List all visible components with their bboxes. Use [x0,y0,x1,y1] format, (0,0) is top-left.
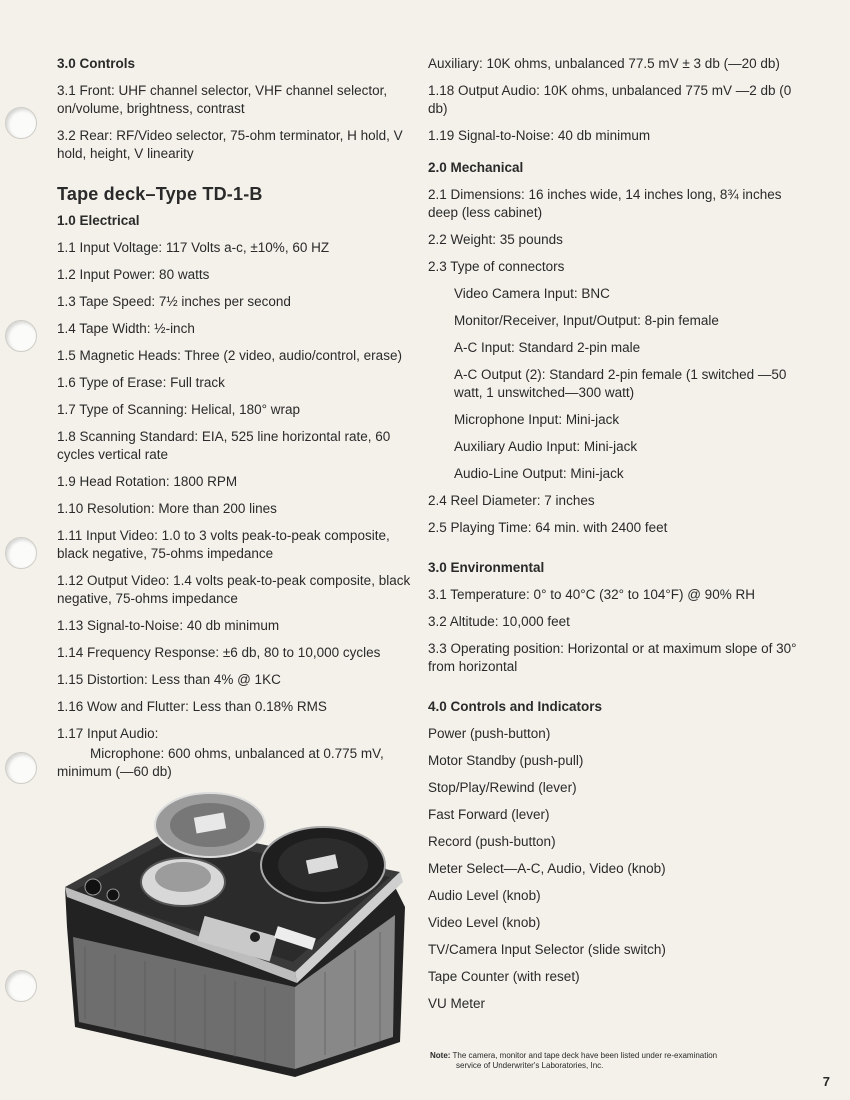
indicator-item: Stop/Play/Rewind (lever) [428,780,577,795]
indicator-item: Video Level (knob) [428,915,541,930]
spec-item: 1.3 Tape Speed: 7½ inches per second [57,294,291,309]
spec-item: 1.19 Signal-to-Noise: 40 db minimum [428,128,651,143]
spec-subitem: Auxiliary: 10K ohms, unbalanced 77.5 mV ± 3 db (—20 db) [428,56,780,71]
connector-item: Microphone Input: Mini-jack [454,412,620,427]
spec-item: 1.17 Input Audio: [57,726,159,741]
section-title: Tape deck–Type TD-1-B [57,184,263,204]
controls-indicators-heading: 4.0 Controls and Indicators [428,699,603,714]
page-number: 7 [822,1074,830,1089]
indicator-item: Audio Level (knob) [428,888,541,903]
indicator-item: Meter Select—A-C, Audio, Video (knob) [428,861,666,876]
spec-item: 3.2 Rear: RF/Video selector, 75-ohm terminator, H hold, V hold, height, V linearity [57,128,403,161]
binder-hole [5,970,37,1002]
spec-item: 3.1 Temperature: 0° to 40°C (32° to 104°F) @ 90% RH [428,587,755,602]
indicator-item: Power (push-button) [428,726,551,741]
spec-item: 2.1 Dimensions: 16 inches wide, 14 inches long, 8¾ inches deep (less cabinet) [428,187,782,220]
spec-item: 2.2 Weight: 35 pounds [428,232,563,247]
electrical-heading: 1.0 Electrical [57,213,140,228]
spec-item: 1.6 Type of Erase: Full track [57,375,225,390]
footnote [430,1051,790,1071]
note-text-continued: service of Underwriter's Laboratories, Inc. [456,1061,604,1070]
note-label: Note: [430,1051,451,1060]
spec-item: 1.11 Input Video: 1.0 to 3 volts peak-to-peak composite, black negative, 75-ohms impedance [57,528,390,561]
spec-item: 1.12 Output Video: 1.4 volts peak-to-peak composite, black negative, 75-ohms impedance [57,573,411,606]
spec-item: 1.8 Scanning Standard: EIA, 525 line horizontal rate, 60 cycles vertical rate [57,429,391,462]
note-text: The camera, monitor and tape deck have been listed under re-examination [452,1051,718,1060]
spec-item: 1.1 Input Voltage: 117 Volts a-c, ±10%, 60 HZ [57,240,330,255]
spec-item: 1.16 Wow and Flutter: Less than 0.18% RMS [57,699,327,714]
environmental-heading: 3.0 Environmental [428,560,545,575]
spec-item: 1.5 Magnetic Heads: Three (2 video, audio/control, erase) [57,348,402,363]
indicator-item: TV/Camera Input Selector (slide switch) [428,942,666,957]
connector-item: Auxiliary Audio Input: Mini-jack [454,439,638,454]
indicator-item: Motor Standby (push-pull) [428,753,584,768]
spec-item: 2.5 Playing Time: 64 min. with 2400 feet [428,520,668,535]
connector-item: A-C Input: Standard 2-pin male [454,340,641,355]
binder-hole [5,752,37,784]
right-column [428,55,798,1022]
binder-hole [5,320,37,352]
binder-hole [5,537,37,569]
spec-item: 1.4 Tape Width: ½-inch [57,321,195,336]
left-column [57,55,412,790]
spec-item: 1.14 Frequency Response: ±6 db, 80 to 10,000 cycles [57,645,381,660]
spec-item: 1.13 Signal-to-Noise: 40 db minimum [57,618,280,633]
connector-item: Monitor/Receiver, Input/Output: 8-pin female [454,313,719,328]
spec-item: 1.18 Output Audio: 10K ohms, unbalanced 775 mV —2 db (0 db) [428,83,792,116]
indicator-item: Record (push-button) [428,834,556,849]
spec-item: 2.3 Type of connectors [428,259,565,274]
spec-item: 1.2 Input Power: 80 watts [57,267,210,282]
tape-deck-photo [55,787,410,1077]
spec-item: 1.9 Head Rotation: 1800 RPM [57,474,238,489]
binder-hole [5,107,37,139]
spec-item: 3.3 Operating position: Horizontal or at maximum slope of 30° from horizontal [428,641,797,674]
spec-item: 1.7 Type of Scanning: Helical, 180° wrap [57,402,301,417]
spec-item: 3.2 Altitude: 10,000 feet [428,614,570,629]
indicator-item: VU Meter [428,996,486,1011]
connector-item: A-C Output (2): Standard 2-pin female (1 switched —50 watt, 1 unswitched—300 watt) [454,367,787,400]
connector-item: Video Camera Input: BNC [454,286,610,301]
connector-item: Audio-Line Output: Mini-jack [454,466,624,481]
controls-heading: 3.0 Controls [57,56,136,71]
spec-item: 1.15 Distortion: Less than 4% @ 1KC [57,672,281,687]
spec-item: 3.1 Front: UHF channel selector, VHF channel selector, on/volume, brightness, contrast [57,83,388,116]
mechanical-heading: 2.0 Mechanical [428,160,524,175]
spec-item: 1.10 Resolution: More than 200 lines [57,501,277,516]
spec-subitem: Microphone: 600 ohms, unbalanced at 0.775 mV, minimum (—60 db) [57,746,384,779]
indicator-item: Tape Counter (with reset) [428,969,580,984]
spec-item: 2.4 Reel Diameter: 7 inches [428,493,595,508]
indicator-item: Fast Forward (lever) [428,807,550,822]
